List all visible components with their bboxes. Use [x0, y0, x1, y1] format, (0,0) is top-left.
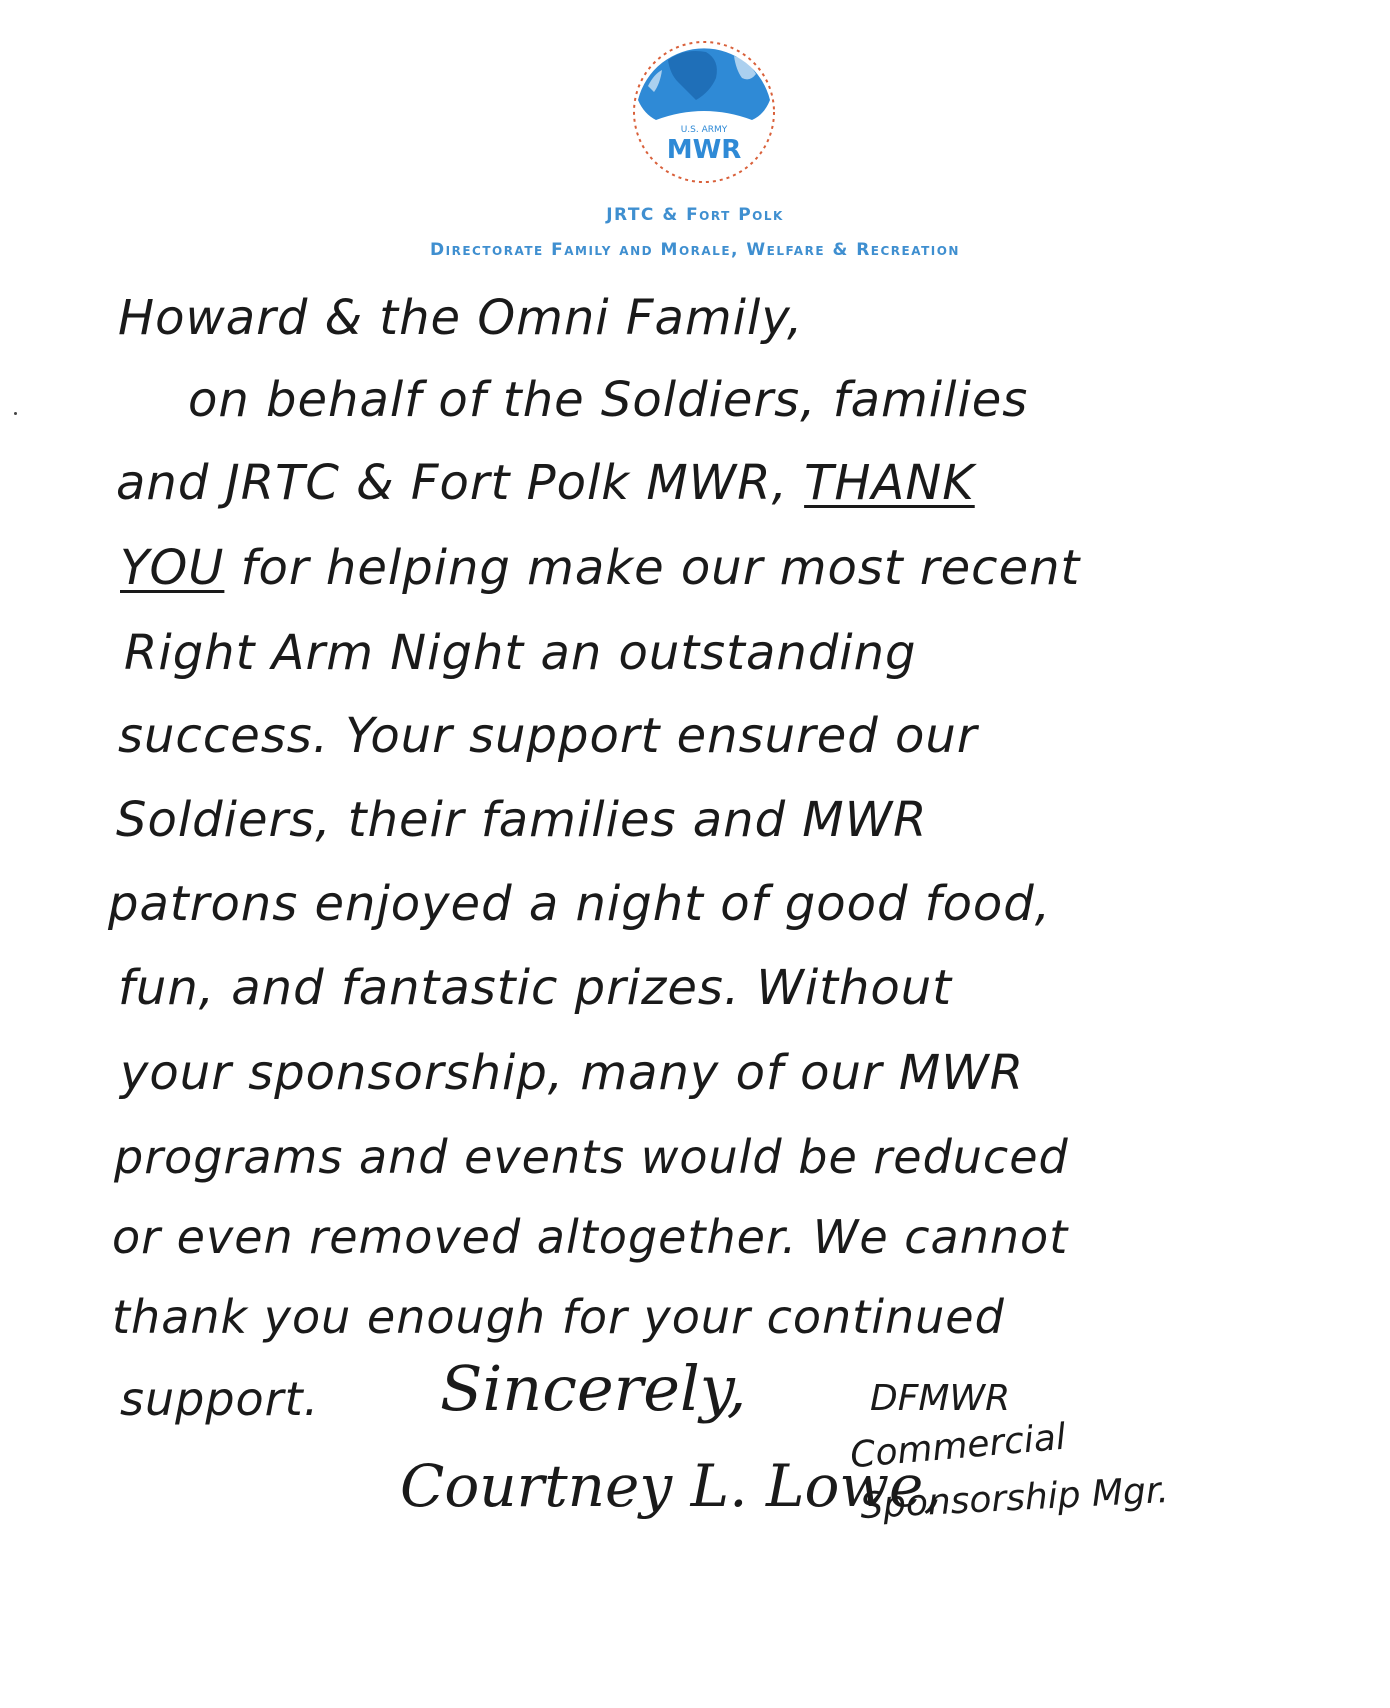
org-name-line1: JRTC & Fort Polk [606, 205, 784, 225]
thank-word: THANK [804, 455, 975, 511]
closing: Sincerely, [440, 1352, 747, 1425]
you-word: YOU [120, 540, 225, 596]
logo-mwr-text: MWR [666, 135, 742, 165]
letter-line-2-text: and JRTC & Fort Polk MWR, [116, 455, 788, 511]
logo-army-text: U.S. ARMY [680, 125, 728, 135]
mwr-logo [624, 30, 784, 210]
scan-speck [14, 412, 17, 415]
letter-line-5: success. Your support ensured our [118, 708, 978, 764]
letter-line-3 [120, 540, 1080, 596]
letter-line-8: fun, and fantastic prizes. Without [118, 960, 953, 1016]
letter-line-3-text: for helping make our most recent [240, 540, 1081, 596]
letter-line-1: on behalf of the Soldiers, families [188, 372, 1029, 428]
letter-line-12: thank you enough for your continued [112, 1290, 1005, 1344]
letter-line-2 [116, 455, 975, 511]
letter-line-11: or even removed altogether. We cannot [112, 1210, 1069, 1264]
signature: Courtney L. Lowe, [400, 1452, 942, 1520]
letter-line-6: Soldiers, their families and MWR [116, 792, 928, 848]
letter-line-10: programs and events would be reduced [114, 1130, 1069, 1184]
letter-line-13: support. [120, 1372, 320, 1426]
signer-title-line-1: DFMWR [870, 1378, 1011, 1419]
letter-line-7: patrons enjoyed a night of good food, [108, 876, 1052, 932]
org-name-line2: Directorate Family and Morale, Welfare & Recreation [430, 240, 960, 260]
letter-line-4: Right Arm Night an outstanding [124, 625, 917, 681]
signer-title-line-3: Sponsorship Mgr. [859, 1469, 1170, 1528]
signer-title-line-2: Commercial [848, 1416, 1068, 1477]
letter-line-9: your sponsorship, many of our MWR [120, 1045, 1025, 1101]
salutation: Howard & the Omni Family, [118, 290, 804, 346]
